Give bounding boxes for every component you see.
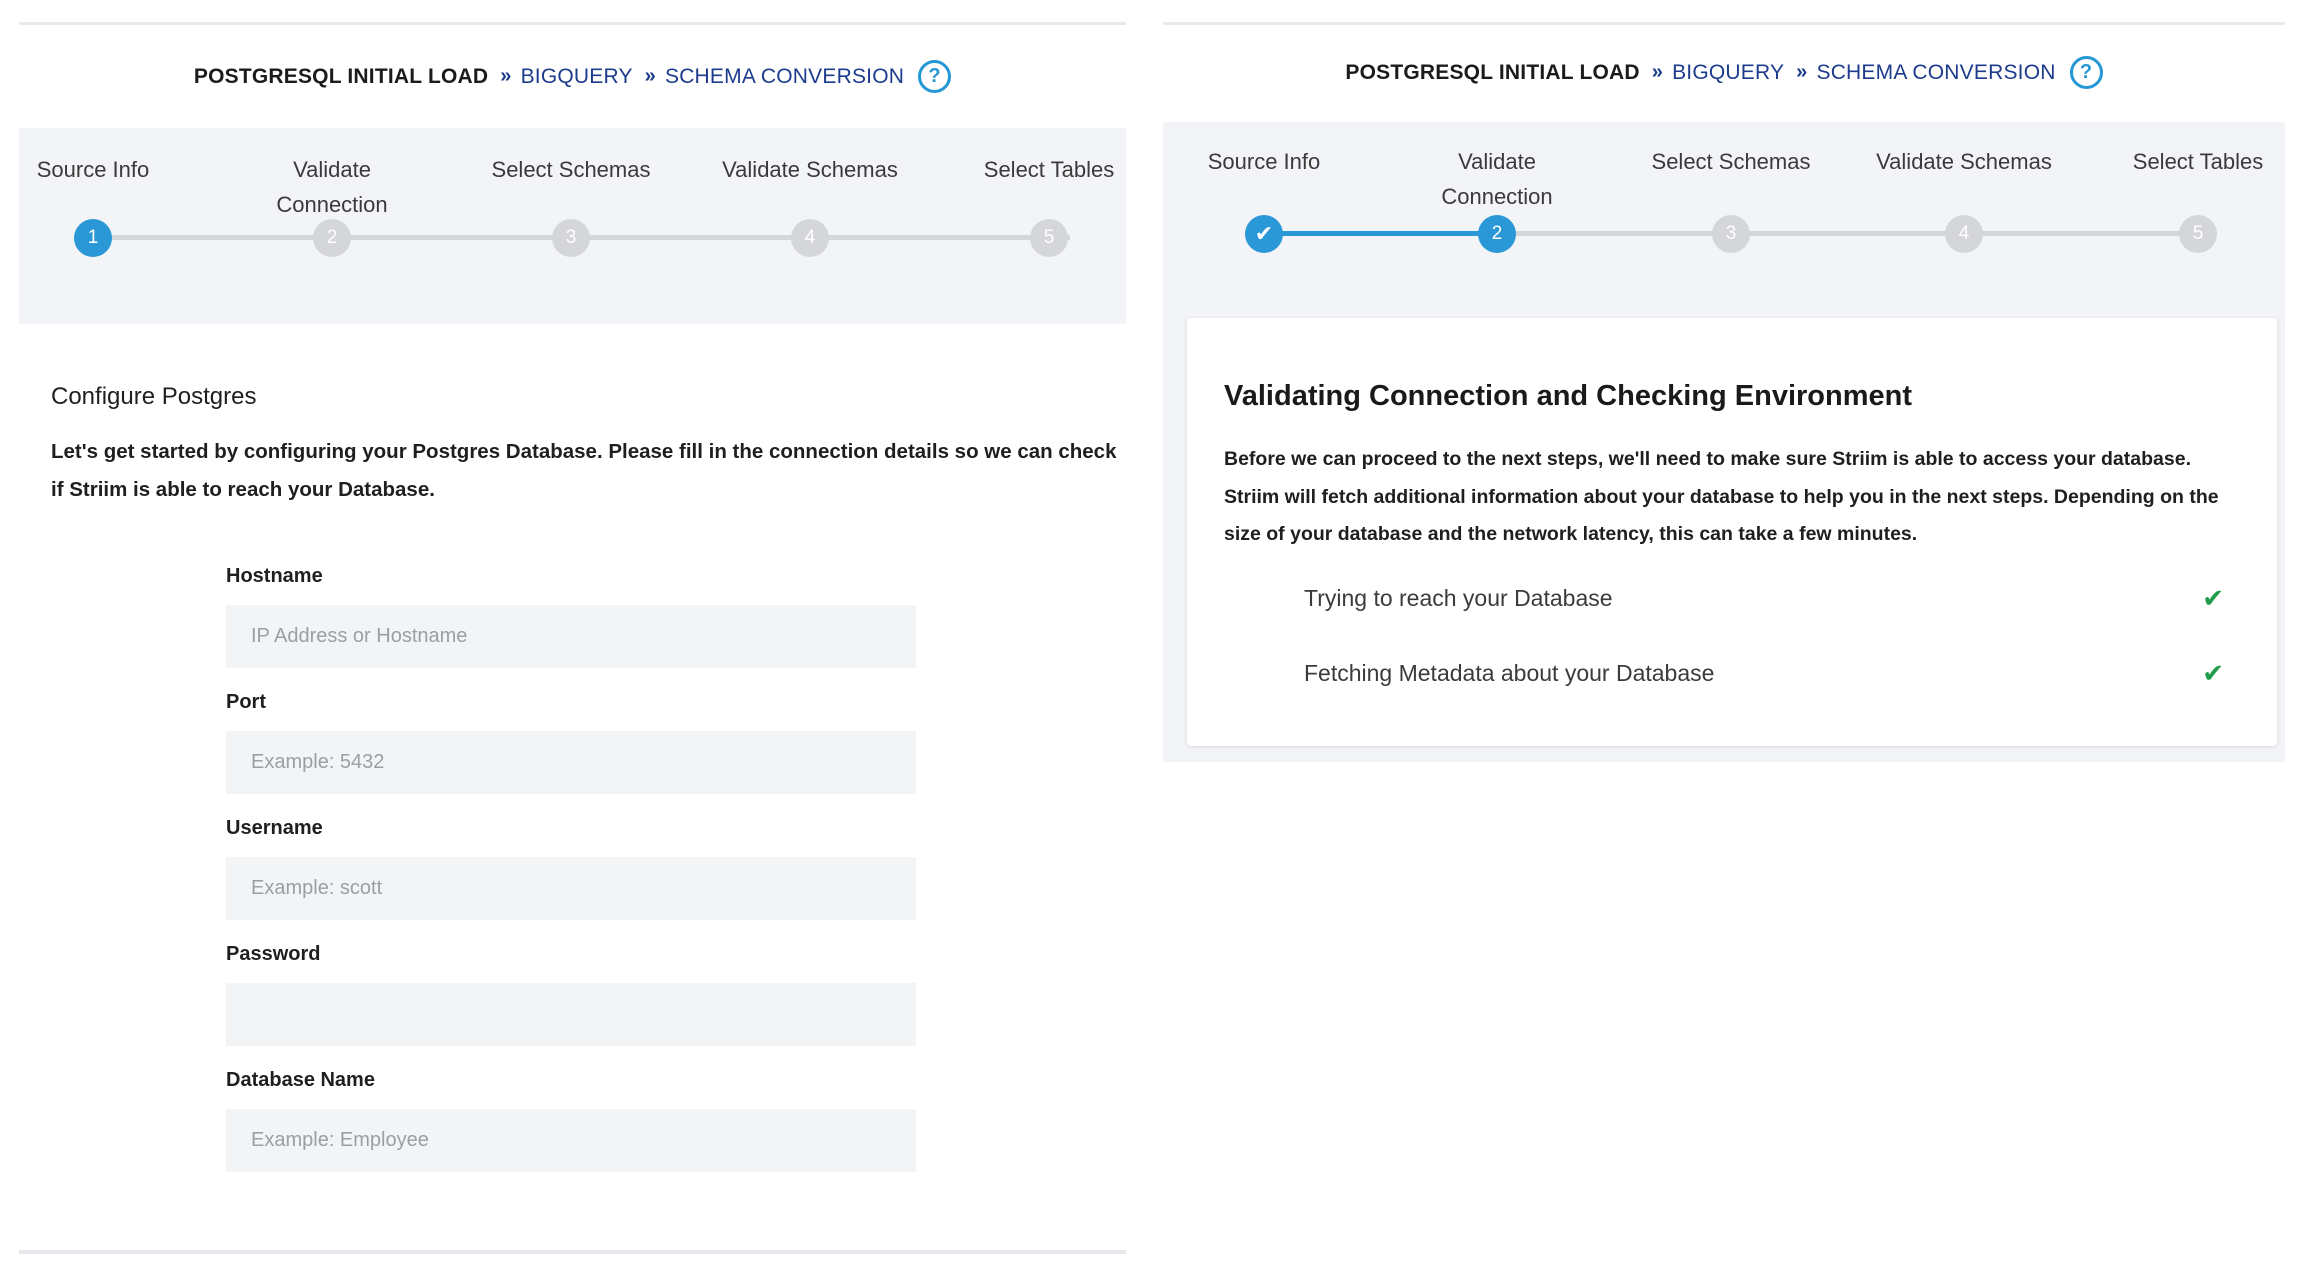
validation-card [1187, 318, 2277, 746]
intro-text: Let's get started by configuring your Postgres Database. Please fill in the connection details so we can check if Striim is able to reach your Database. [51, 440, 1117, 501]
stepper-progress [1264, 231, 1497, 236]
step-dot-5[interactable]: 5 [2179, 215, 2217, 253]
stepper [19, 128, 1126, 324]
breadcrumb-source[interactable]: POSTGRESQL INITIAL LOAD [1345, 60, 1640, 84]
password-label: Password [226, 943, 321, 965]
step-label-validate-schemas: Validate Schemas [722, 157, 898, 182]
database-name-input[interactable] [226, 1109, 916, 1172]
password-input[interactable] [226, 983, 916, 1046]
step-dot-3[interactable]: 3 [552, 219, 590, 257]
chevron-right-icon: » [500, 65, 512, 87]
step-label-source-info: Source Info [36, 157, 150, 182]
step-label-source-info: Source Info [1207, 149, 1321, 174]
step-dot-1[interactable]: 1 [74, 219, 112, 257]
checkmark-icon: ✔ [2202, 582, 2224, 613]
check-label: Trying to reach your Database [1304, 584, 1613, 611]
card-title: Validating Connection and Checking Environment [1224, 380, 1913, 412]
step-label-select-schemas: Select Schemas [1651, 149, 1811, 174]
check-row-reach-database [1304, 578, 2224, 618]
breadcrumb [19, 22, 1126, 128]
step-dot-4[interactable]: 4 [791, 219, 829, 257]
breadcrumb-page[interactable]: SCHEMA CONVERSION [1816, 60, 2056, 84]
check-row-fetch-metadata [1304, 653, 2224, 693]
divider [19, 1250, 1126, 1254]
port-input[interactable] [226, 731, 916, 794]
step-label-validate-connection: Validate Connection [276, 157, 388, 217]
check-label: Fetching Metadata about your Database [1304, 659, 1715, 686]
username-label: Username [226, 817, 323, 839]
chevron-right-icon: » [1796, 61, 1808, 83]
step-dot-2[interactable]: 2 [313, 219, 351, 257]
chevron-right-icon: » [644, 65, 656, 87]
breadcrumb-source[interactable]: POSTGRESQL INITIAL LOAD [193, 64, 489, 88]
hostname-label: Hostname [226, 565, 323, 587]
checkmark-icon: ✔ [2202, 657, 2224, 688]
check-icon[interactable]: ✔ [1245, 215, 1283, 253]
help-icon[interactable]: ? [2070, 56, 2103, 89]
username-input[interactable] [226, 857, 916, 920]
step-label-select-tables: Select Tables [983, 157, 1115, 182]
breadcrumb [1163, 22, 2285, 120]
step-label-validate-connection: Validate Connection [1441, 149, 1553, 209]
step-label-select-schemas: Select Schemas [491, 157, 651, 182]
step-dot-3[interactable]: 3 [1712, 215, 1750, 253]
step-dot-4[interactable]: 4 [1945, 215, 1983, 253]
step-label-validate-schemas: Validate Schemas [1876, 149, 2052, 174]
breadcrumb-page[interactable]: SCHEMA CONVERSION [664, 64, 905, 88]
section-title: Configure Postgres [51, 383, 257, 410]
breadcrumb-target[interactable]: BIGQUERY [520, 64, 633, 88]
help-icon[interactable]: ? [918, 60, 951, 93]
step-label-select-tables: Select Tables [2132, 149, 2264, 174]
hostname-input[interactable] [226, 605, 916, 668]
breadcrumb-target[interactable]: BIGQUERY [1672, 60, 1785, 84]
chevron-right-icon: » [1651, 61, 1664, 83]
step-dot-5[interactable]: 5 [1030, 219, 1068, 257]
step-dot-2[interactable]: 2 [1478, 215, 1516, 253]
card-description: Before we can proceed to the next steps, we'll need to make sure Striim is able to access your database. Striim will fetch additional information about your database to help you in the next steps. Depending on the size of your database and the network latency, this can take a few minutes. [1224, 448, 2219, 545]
right-panel [1150, 0, 2298, 1264]
port-label: Port [226, 691, 266, 713]
database-name-label: Database Name [226, 1069, 375, 1091]
